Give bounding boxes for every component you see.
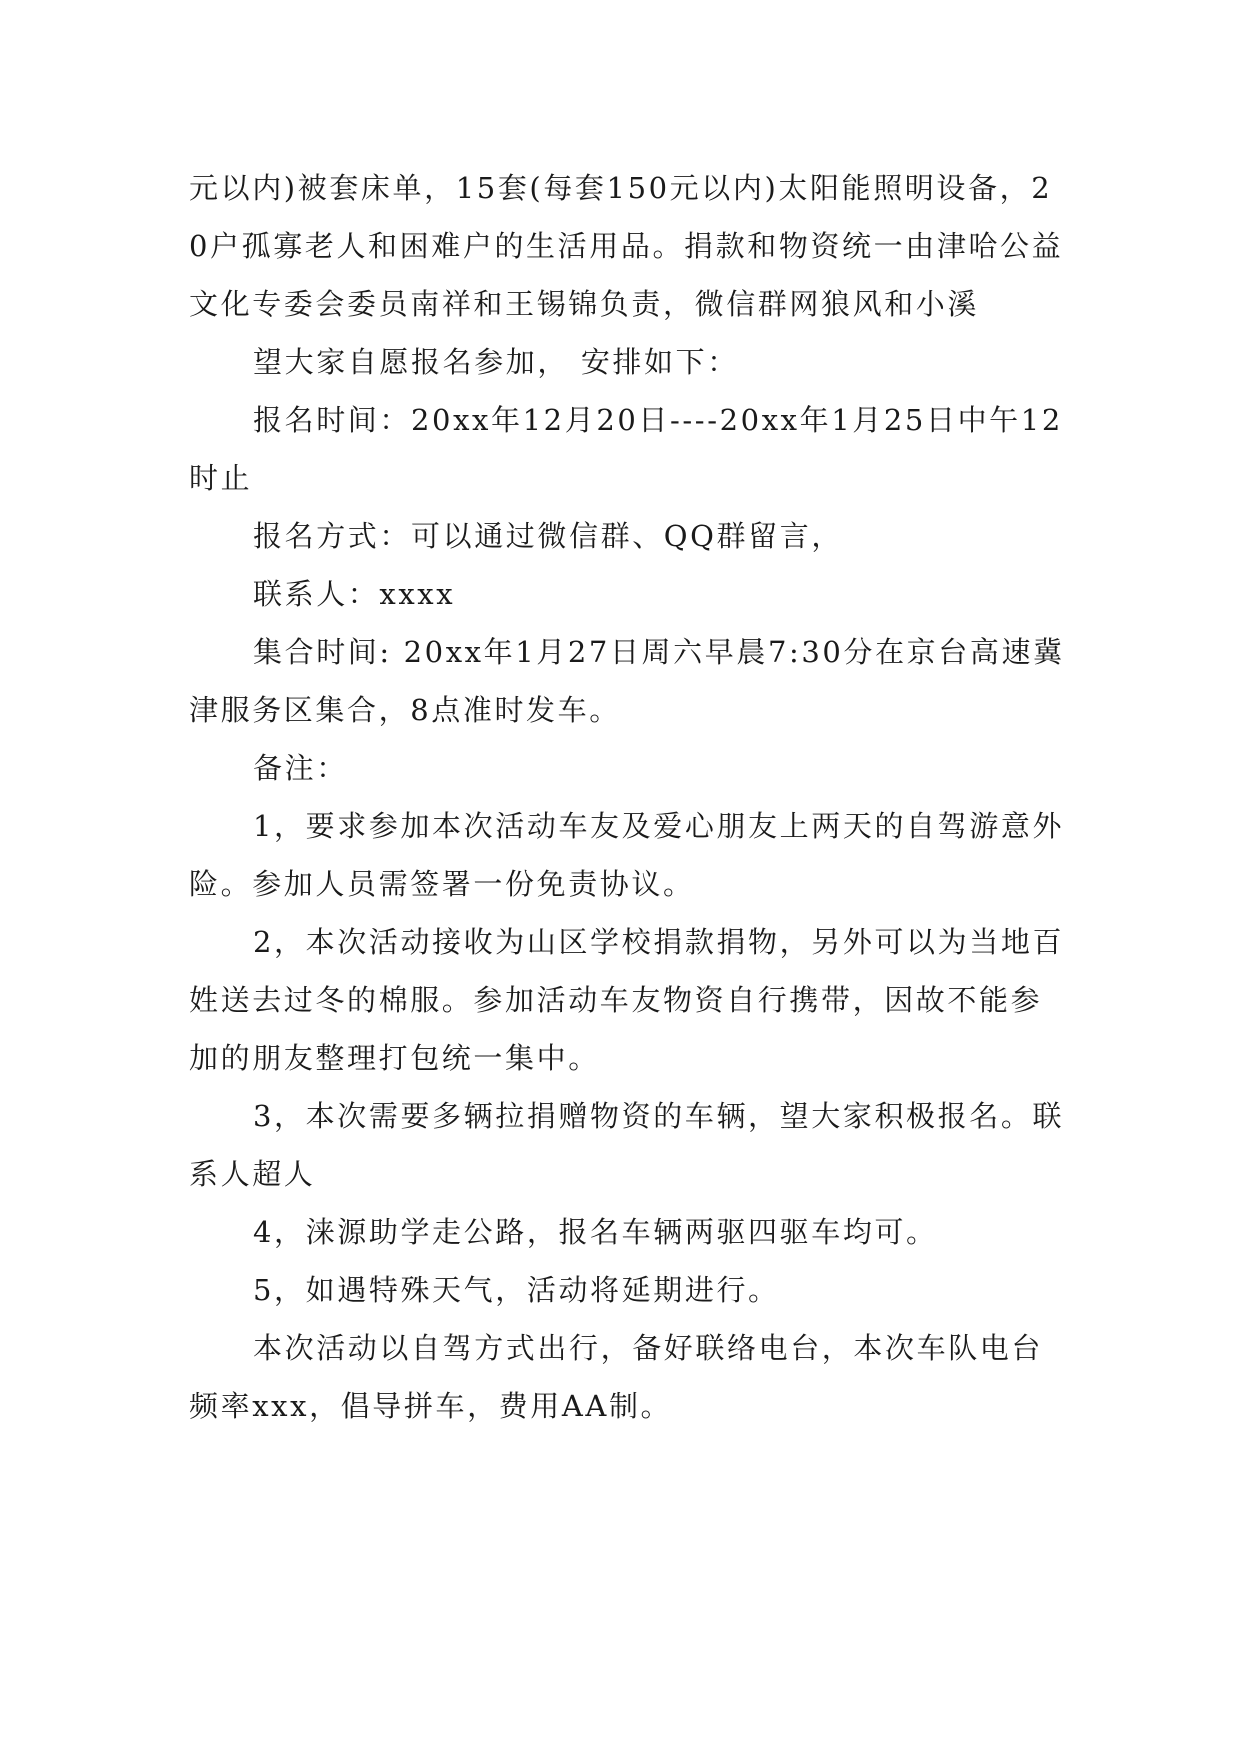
paragraph-assembly-time: 集合时间: 20xx年1月27日周六早晨7:30分在京台高速冀津服务区集合，8点准时发车。 [189, 635, 1065, 727]
paragraph-contact-person: 联系人：xxxx [253, 577, 456, 611]
paragraph-note-4: 4，涞源助学走公路，报名车辆两驱四驱车均可。 [253, 1215, 938, 1249]
document-body [189, 159, 1069, 1435]
paragraph-travel-arrangement: 本次活动以自驾方式出行，备好联络电台，本次车队电台频率xxx，倡导拼车，费用AA制。 [189, 1331, 1044, 1423]
paragraph-donation-items: 元以内)被套床单，15套(每套150元以内)太阳能照明设备，20户孤寡老人和困难户的生活用品。捐款和物资统一由津哈公益文化专委会委员南祥和王锡锦负责，微信群网狼风和小溪 [189, 171, 1064, 321]
paragraph-invitation: 望大家自愿报名参加， 安排如下： [253, 345, 739, 379]
paragraph-note-2: 2，本次活动接收为山区学校捐款捐物，另外可以为当地百姓送去过冬的棉服。参加活动车友物资自行携带，因故不能参加的朋友整理打包统一集中。 [189, 925, 1065, 1075]
paragraph-note-1: 1，要求参加本次活动车友及爱心朋友上两天的自驾游意外险。参加人员需签署一份免责协议。 [189, 809, 1065, 901]
paragraph-notes-heading: 备注： [253, 751, 348, 785]
paragraph-registration-time: 报名时间：20xx年12月20日----20xx年1月25日中午12时止 [189, 403, 1063, 495]
paragraph-note-3: 3，本次需要多辆拉捐赠物资的车辆，望大家积极报名。联系人超人 [189, 1099, 1065, 1191]
paragraph-registration-method: 报名方式：可以通过微信群、QQ群留言， [253, 519, 843, 553]
paragraph-note-5: 5，如遇特殊天气，活动将延期进行。 [253, 1273, 780, 1307]
